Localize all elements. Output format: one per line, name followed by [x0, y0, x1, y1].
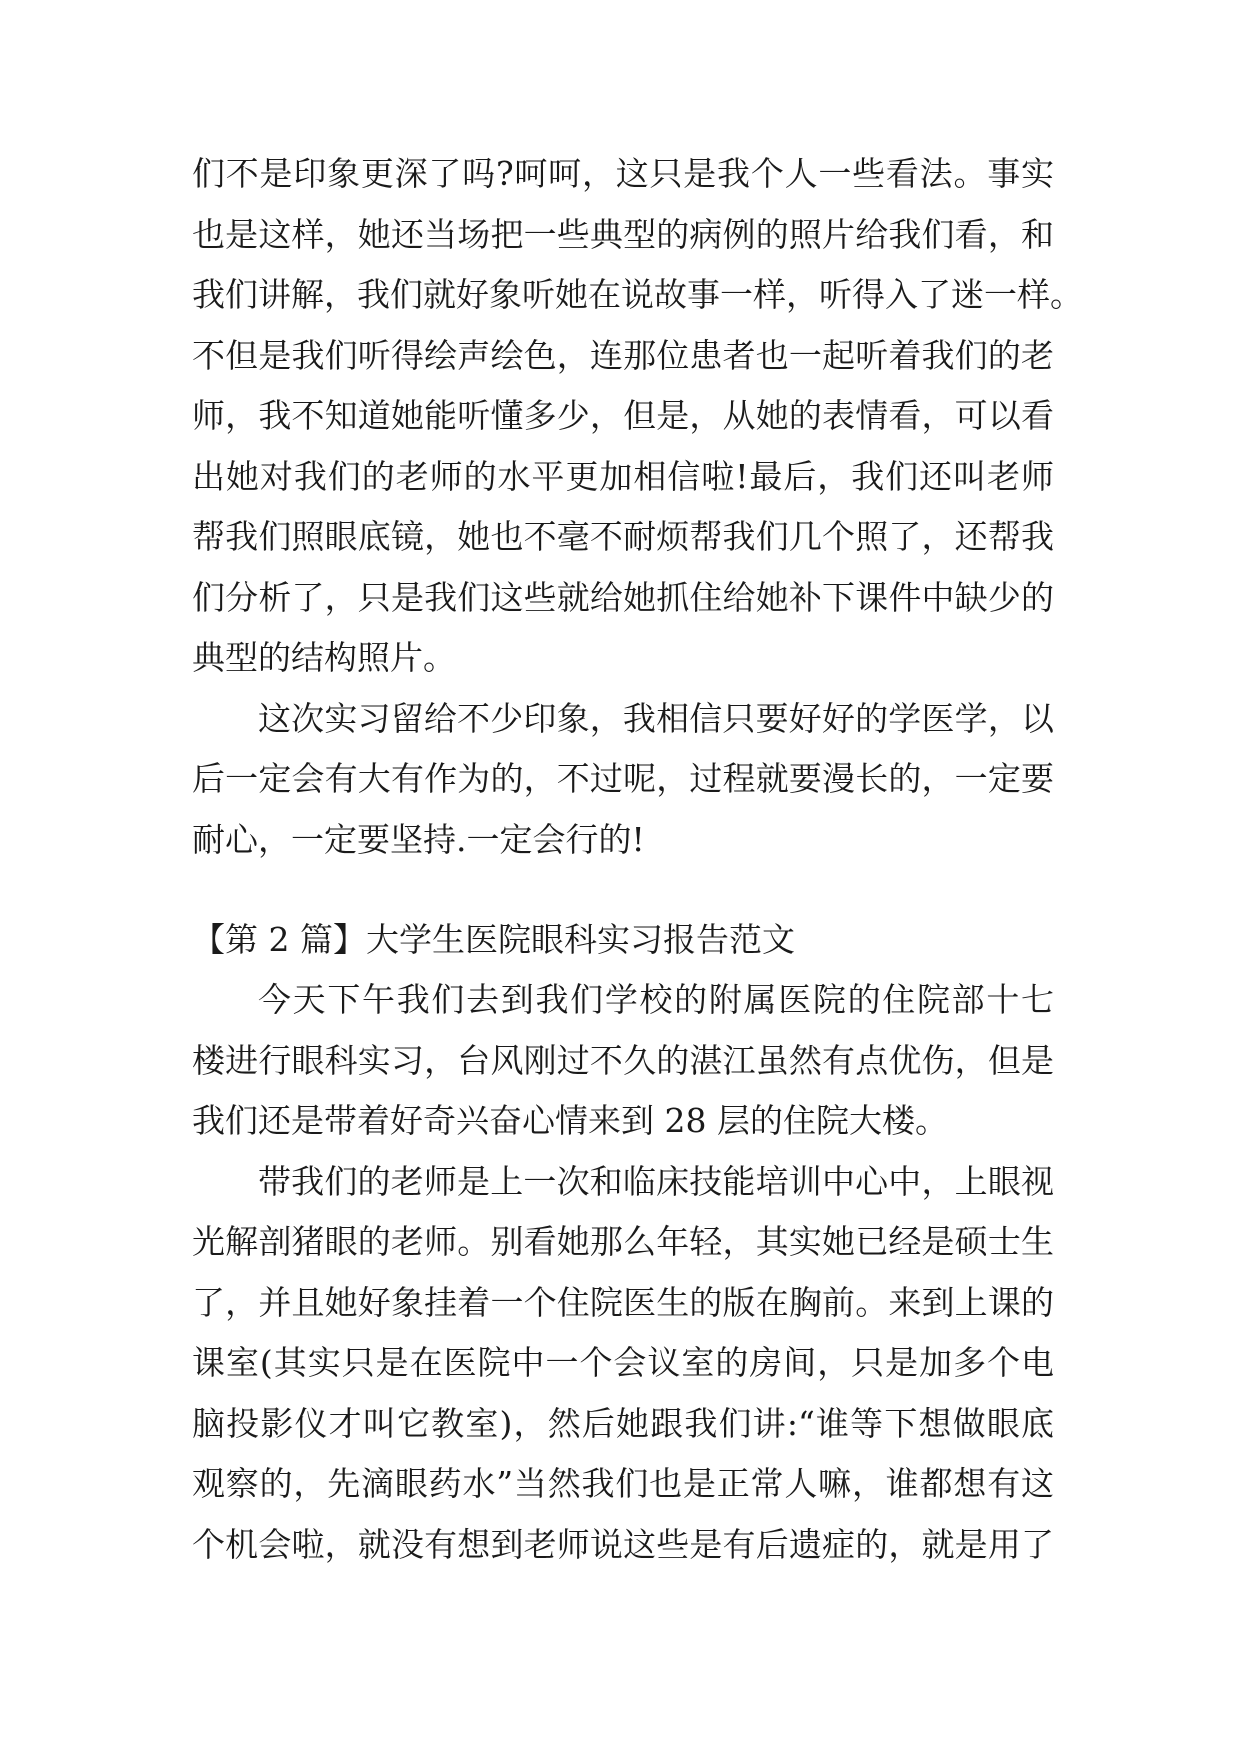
- text-line: 师，我不知道她能听懂多少，但是，从她的表情看，可以看: [192, 396, 1054, 435]
- section-heading: 【第 2 篇】大学生医院眼科实习报告范文: [192, 920, 795, 959]
- text-line: 耐心，一定要坚持.一定会行的!: [192, 819, 645, 859]
- text-line: 们分析了，只是我们这些就给她抓住给她补下课件中缺少的: [192, 577, 1054, 617]
- text-line: 光解剖猪眼的老师。别看她那么年轻，其实她已经是硕士生: [192, 1222, 1054, 1261]
- text-line: 我们还是带着好奇兴奋心情来到 28 层的住院大楼。: [192, 1101, 948, 1140]
- text-line: 课室(其实只是在医院中一个会议室的房间，只是加多个电: [192, 1343, 1054, 1382]
- text-line: 了，并且她好象挂着一个住院医生的版在胸前。来到上课的: [192, 1282, 1054, 1322]
- paragraph-first-line: 带我们的老师是上一次和临床技能培训中心中，上眼视: [258, 1161, 1054, 1201]
- text-line: 后一定会有大有作为的，不过呢，过程就要漫长的，一定要: [192, 759, 1054, 798]
- section-two-text: [192, 970, 1054, 1575]
- paragraph-first-line: 今天下午我们去到我们学校的附属医院的住院部十七: [258, 980, 1054, 1019]
- text-line: 不但是我们听得绘声绘色，连那位患者也一起听着我们的老: [192, 335, 1054, 375]
- text-line: 楼进行眼科实习，台风刚过不久的湛江虽然有点优伤，但是: [192, 1040, 1054, 1080]
- section-one-text: [192, 144, 1083, 870]
- text-line: 们不是印象更深了吗?呵呵，这只是我个人一些看法。事实: [192, 154, 1054, 193]
- paragraph-first-line: 这次实习留给不少印象，我相信只要好好的学医学，以: [258, 698, 1054, 738]
- text-line: 出她对我们的老师的水平更加相信啦!最后，我们还叫老师: [192, 456, 1054, 496]
- text-line: 脑投影仪才叫它教室)，然后她跟我们讲:“谁等下想做眼底: [192, 1403, 1054, 1443]
- text-line: 典型的结构照片。: [192, 638, 456, 677]
- text-line: 观察的，先滴眼药水”当然我们也是正常人嘛，谁都想有这: [192, 1464, 1054, 1503]
- text-line: 帮我们照眼底镜，她也不毫不耐烦帮我们几个照了，还帮我: [192, 517, 1054, 556]
- text-line: 我们讲解，我们就好象听她在说故事一样，听得入了迷一样。: [192, 275, 1083, 314]
- text-line: 也是这样，她还当场把一些典型的病例的照片给我们看，和: [192, 214, 1054, 254]
- text-line: 个机会啦，就没有想到老师说这些是有后遗症的，就是用了: [192, 1524, 1054, 1564]
